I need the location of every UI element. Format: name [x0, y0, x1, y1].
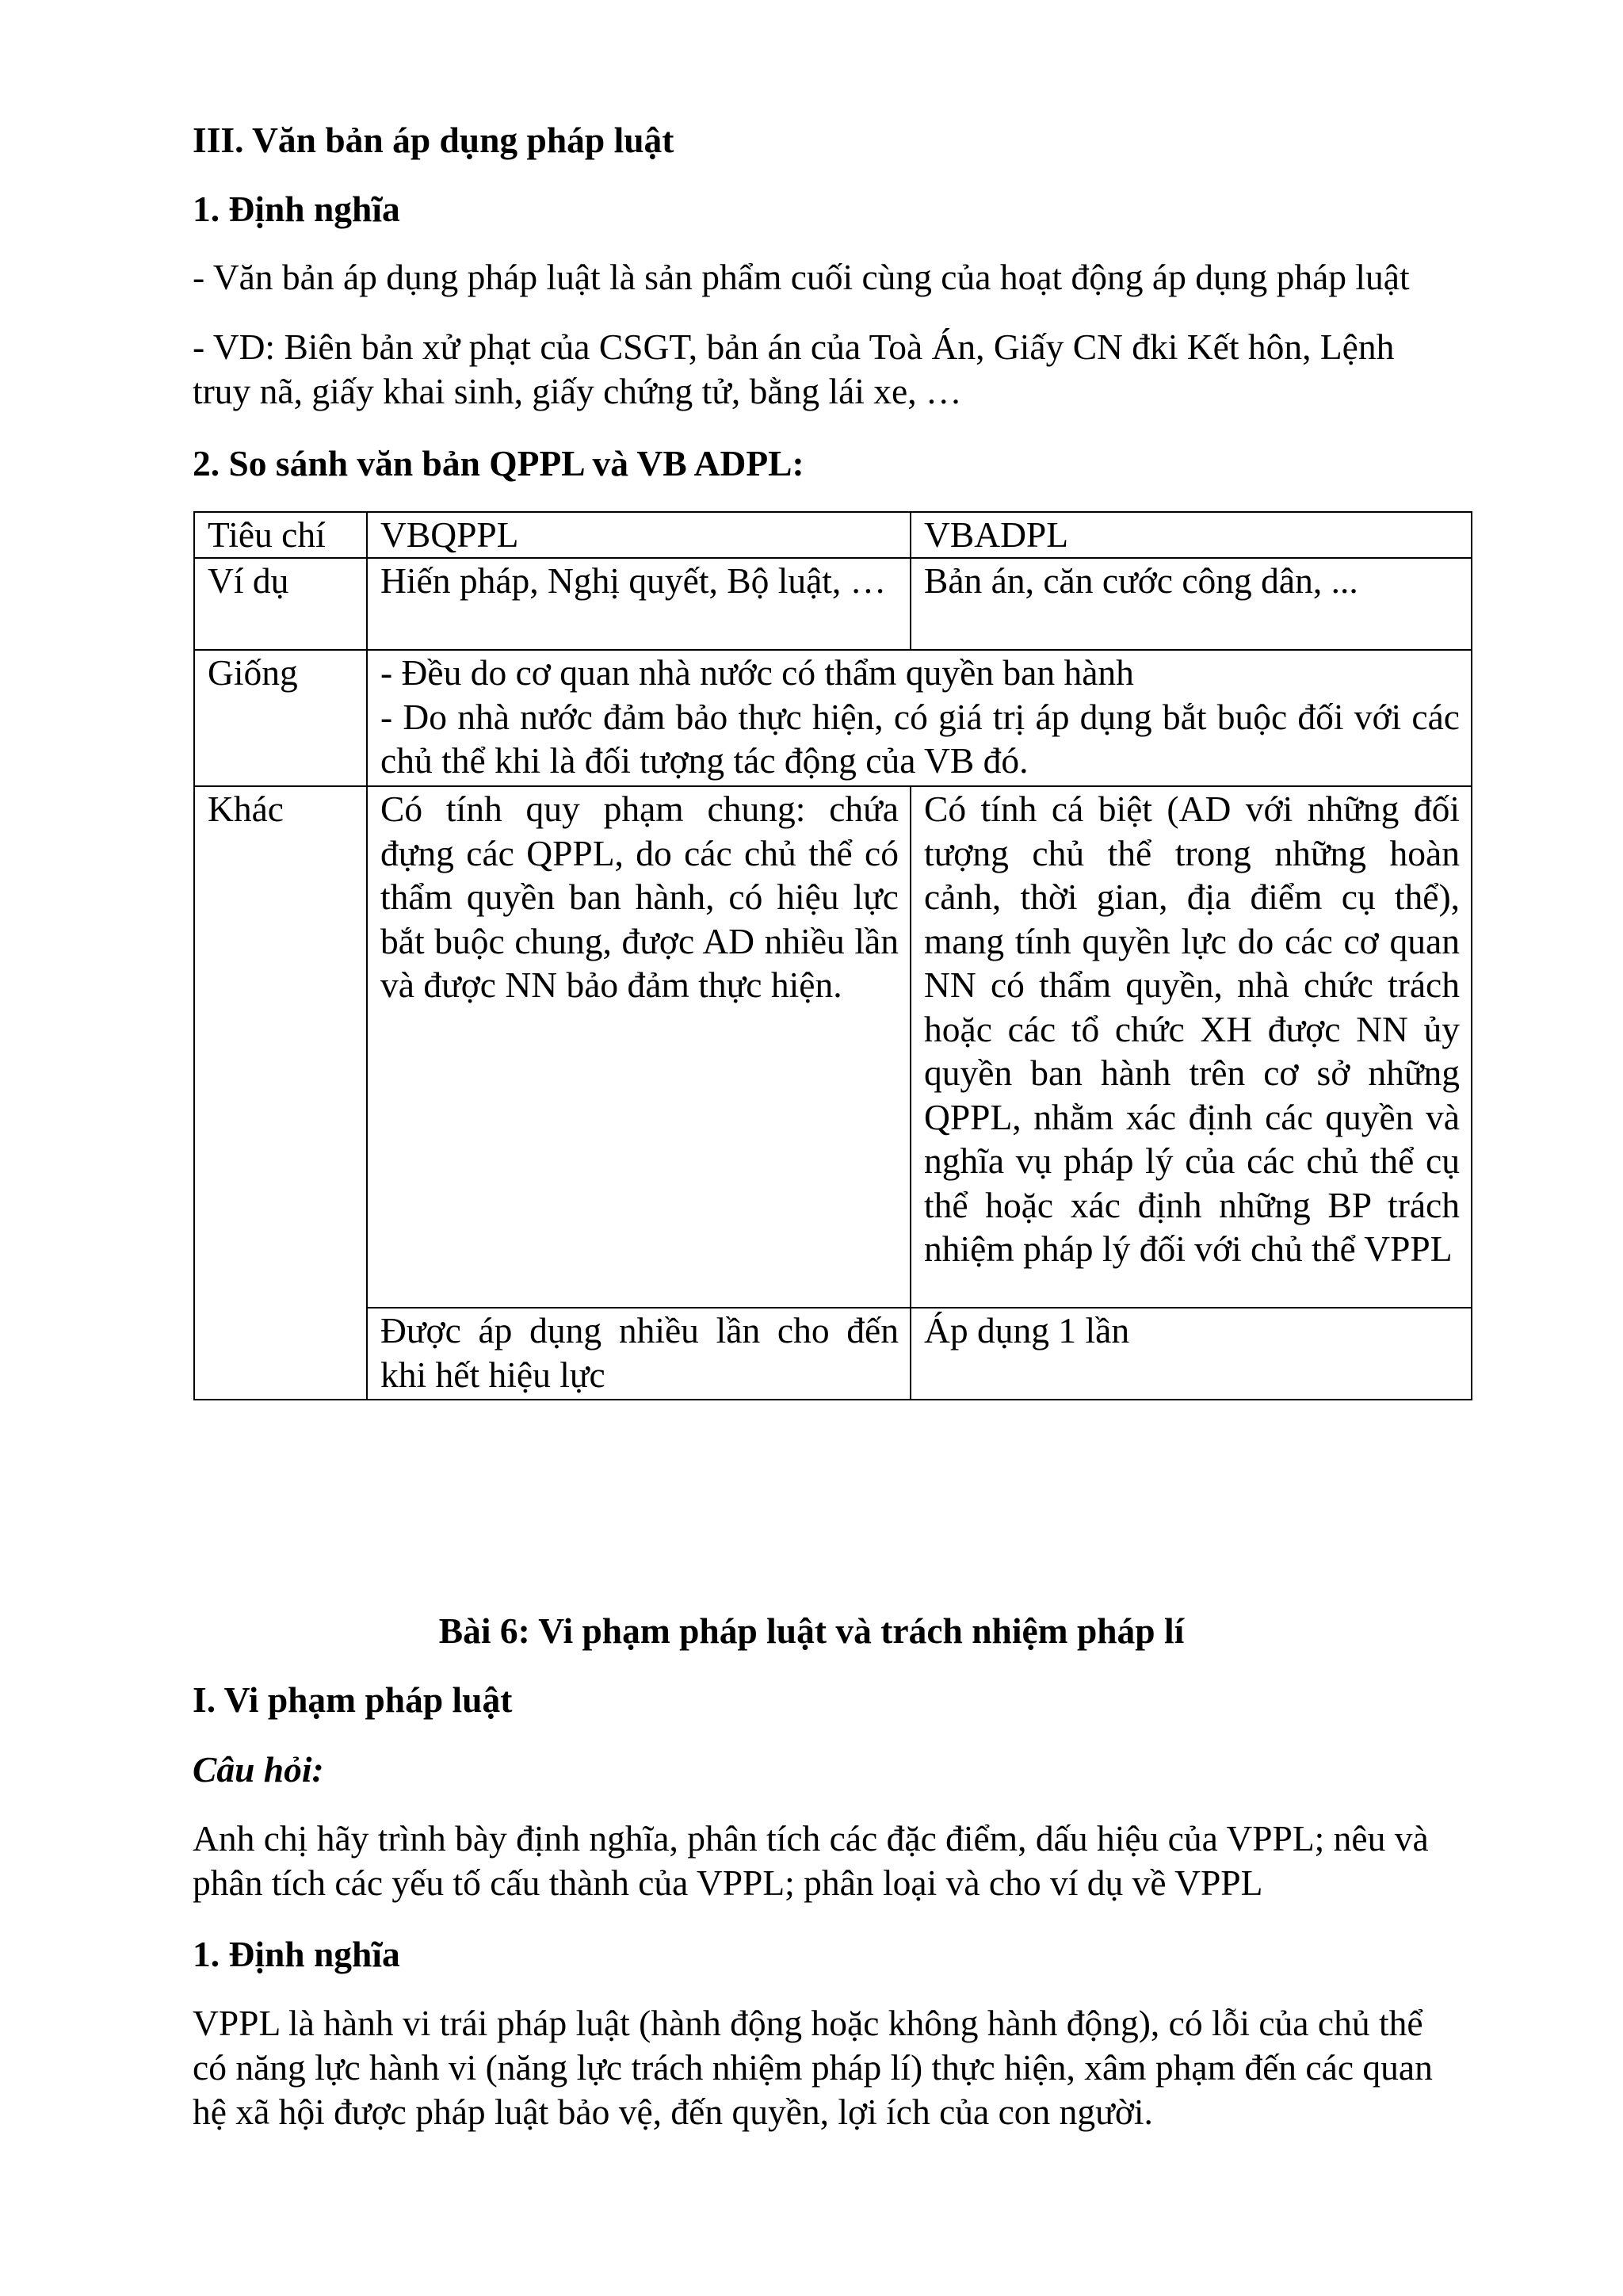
comparison-heading: 2. So sánh văn bản QPPL và VB ADPL:: [193, 443, 804, 483]
definition-heading: 1. Định nghĩa: [193, 189, 400, 229]
header-vbqppl: VBQPPL: [367, 512, 911, 558]
violation-definition-line-1: VPPL là hành vi trái pháp luật (hành động hoặc không hành động), có lỗi của chủ thể: [193, 2003, 1423, 2043]
table-row-similarity: [194, 650, 1472, 786]
lesson-section-heading: I. Vi phạm pháp luật: [193, 1679, 513, 1720]
definition-text: - Văn bản áp dụng pháp luật là sản phẩm cuối cùng của hoạt động áp dụng pháp luật: [193, 257, 1410, 297]
question-line-1: Anh chị hãy trình bày định nghĩa, phân tích các đặc điểm, dấu hiệu của VPPL; nêu và: [193, 1818, 1429, 1859]
example-vbadpl: Bản án, căn cước công dân, ...: [911, 558, 1472, 650]
example-vbqppl: Hiến pháp, Nghị quyết, Bộ luật, …: [367, 558, 911, 650]
section-heading: III. Văn bản áp dụng pháp luật: [193, 120, 674, 160]
table-row-difference-2: [194, 1308, 1472, 1400]
row-label-example: Ví dụ: [194, 558, 367, 650]
similarity-cell: [367, 650, 1472, 786]
difference-vbqppl-2: Được áp dụng nhiều lần cho đến khi hết hiệu lực: [367, 1308, 911, 1400]
difference-vbadpl-2: Áp dụng 1 lần: [911, 1308, 1472, 1400]
example-line-1: - VD: Biên bản xử phạt của CSGT, bản án của Toà Án, Giấy CN đki Kết hôn, Lệnh: [193, 327, 1395, 367]
table-row-example: [194, 558, 1472, 650]
difference-vbqppl-1: Có tính quy phạm chung: chứa đựng các QPPL, do các chủ thể có thẩm quyền ban hành, có hiệu lực bắt buộc chung, được AD nhiều lần và được NN bảo đảm thực hiện.: [367, 786, 911, 1308]
table-header-row: [194, 512, 1472, 558]
lesson-title: Bài 6: Vi phạm pháp luật và trách nhiệm pháp lí: [438, 1610, 1185, 1651]
question-line-2: phân tích các yếu tố cấu thành của VPPL; phân loại và cho ví dụ về VPPL: [193, 1862, 1263, 1903]
question-label: Câu hỏi:: [193, 1749, 324, 1790]
header-vbadpl: VBADPL: [911, 512, 1472, 558]
violation-definition-line-3: hệ xã hội được pháp luật bảo vệ, đến quyền, lợi ích của con người.: [193, 2092, 1153, 2132]
example-line-2: truy nã, giấy khai sinh, giấy chứng tử, bằng lái xe, …: [193, 371, 962, 411]
table-row-difference: [194, 786, 1472, 1308]
comparison-table: [193, 511, 1472, 1400]
lesson-definition-heading: 1. Định nghĩa: [193, 1934, 400, 1974]
violation-definition-line-2: có năng lực hành vi (năng lực trách nhiệm pháp lí) thực hiện, xâm phạm đến các quan: [193, 2047, 1433, 2088]
difference-vbadpl-1: Có tính cá biệt (AD với những đối tượng chủ thể trong những hoàn cảnh, thời gian, địa điểm cụ thể), mang tính quyền lực do các cơ quan NN có thẩm quyền, nhà chức trách hoặc các tổ chức XH được NN ủy quyền ban hành trên cơ sở những QPPL, nhằm xác định các quyền và nghĩa vụ pháp lý của các chủ thể cụ thể hoặc xác định những BP trách nhiệm pháp lý đối với chủ thể VPPL: [911, 786, 1472, 1308]
row-label-similarity: Giống: [194, 650, 367, 786]
row-label-difference: Khác: [194, 786, 367, 1400]
header-criteria: Tiêu chí: [194, 512, 367, 558]
similarity-line-1: - Đều do cơ quan nhà nước có thẩm quyền ban hành: [380, 652, 1134, 693]
similarity-line-2: - Do nhà nước đảm bảo thực hiện, có giá trị áp dụng bắt buộc đối với các chủ thể khi là đối tượng tác động của VB đó.: [380, 696, 1460, 781]
